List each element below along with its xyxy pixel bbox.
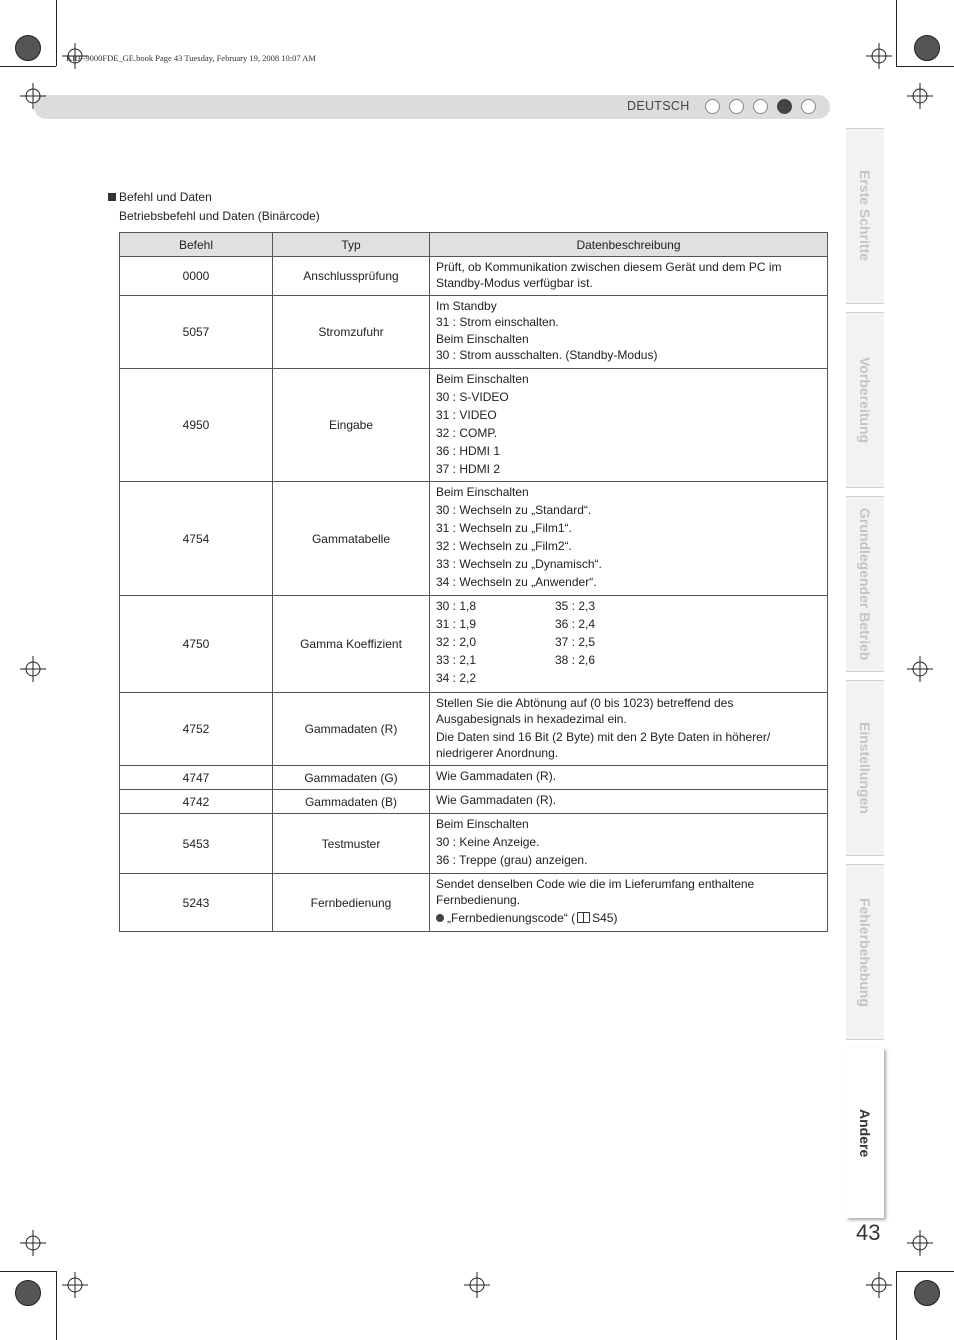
description-line: 34 : Wechseln zu „Anwender“. [436,575,597,589]
data-description [430,790,828,814]
crop-mark [56,1271,57,1340]
gamma-value: 31 : 1,9 [436,617,477,631]
command-code: 4754 [120,482,273,596]
gamma-value: 37 : 2,5 [555,635,596,649]
registration-ball-icon [15,35,41,61]
description-line: 32 : Wechseln zu „Film2“. [436,539,572,553]
gamma-value: 35 : 2,3 [555,599,596,613]
table-row [120,766,828,790]
reference-page-link[interactable]: S45 [592,911,614,925]
data-description [430,874,828,932]
command-code: 0000 [120,257,273,296]
command-code: 5243 [120,874,273,932]
command-type: Fernbedienung [273,874,430,932]
crosshair-icon [907,83,933,109]
description-line: 31 : VIDEO [436,408,497,422]
gamma-pair [436,598,821,614]
registration-ball-icon [914,1280,940,1306]
crosshair-icon [907,1230,933,1256]
table-row [120,369,828,482]
description-line: Sendet denselben Code wie die im Lieferumfang enthaltene [436,877,755,891]
page-number: 43 [856,1220,881,1245]
description-line: 33 : Wechseln zu „Dynamisch“. [436,557,602,571]
bullet-icon [436,914,444,922]
tab-andere[interactable] [846,1048,884,1218]
tab-label: Vorbereitung [857,356,873,444]
tab-label: Erste Schritte [857,170,873,262]
crop-mark [896,66,954,67]
square-bullet-icon [108,193,116,201]
description-line: niedrigerer Anordnung. [436,746,559,760]
crosshair-icon [62,1272,88,1298]
command-code: 4750 [120,596,273,693]
data-description [430,482,828,596]
section-title [108,190,212,204]
crosshair-icon [62,43,88,69]
description-line: Im Standby [436,299,497,313]
data-description [430,296,828,369]
book-icon [577,912,590,923]
command-type: Stromzufuhr [273,296,430,369]
chapter-dot-4 [777,99,792,114]
chapter-dot-1 [705,99,720,114]
command-type: Gamma Koeffizient [273,596,430,693]
tab-label: Einstellungen [857,722,873,814]
gamma-value: 32 : 2,0 [436,635,477,649]
language-label: DEUTSCH [627,99,690,113]
table-row [120,814,828,874]
reference-close: ) [613,911,618,925]
section-subtitle: Betriebsbefehl und Daten (Binärcode) [119,209,320,223]
command-code: 5057 [120,296,273,369]
command-type: Gammadaten (R) [273,693,430,766]
header-datenbeschreibung: Datenbeschreibung [430,233,828,257]
command-code: 4742 [120,790,273,814]
command-code: 4747 [120,766,273,790]
description-line: 37 : HDMI 2 [436,462,501,476]
data-description [430,814,828,874]
table-row [120,693,828,766]
table-header-row [120,233,828,257]
description-line: Die Daten sind 16 Bit (2 Byte) mit den 2 Byte Daten in höherer/ [436,730,771,744]
description-line: 36 : Treppe (grau) anzeigen. [436,853,588,867]
description-line: Standby-Modus verfügbar ist. [436,276,593,290]
chapter-dot-3 [753,99,768,114]
command-type: Gammatabelle [273,482,430,596]
table-row [120,596,828,693]
command-type: Gammadaten (G) [273,766,430,790]
tab-einstellungen[interactable] [846,680,884,856]
tab-label: Andere [857,1108,873,1158]
command-table [119,232,828,932]
crop-mark [0,66,56,67]
gamma-pair [436,670,821,686]
table-row [120,296,828,369]
description-line: 32 : COMP. [436,426,498,440]
tab-grundlegender-betrieb[interactable] [846,496,884,672]
gamma-value: 33 : 2,1 [436,653,477,667]
language-bar [34,95,830,119]
description-line: Beim Einschalten [436,332,529,346]
description-line: Wie Gammadaten (R). [436,793,557,807]
tab-erste-schritte[interactable] [846,128,884,304]
tab-fehlerbehebung[interactable] [846,864,884,1040]
crosshair-icon [866,1272,892,1298]
crop-mark [896,1271,897,1340]
header-typ: Typ [273,233,430,257]
gamma-value: 36 : 2,4 [555,617,596,631]
gamma-pair [436,652,821,668]
crosshair-icon [866,43,892,69]
command-type: Testmuster [273,814,430,874]
gamma-pair [436,634,821,650]
print-header: KRF-9000FDE_GE.book Page 43 Tuesday, February 19, 2008 10:07 AM [66,53,316,63]
reference-text: „Fernbedienungscode“ ( [447,911,576,925]
crop-mark [56,0,57,66]
command-type: Gammadaten (B) [273,790,430,814]
crosshair-icon [20,656,46,682]
description-line: Stellen Sie die Abtönung auf (0 bis 1023) betreffend des [436,696,734,710]
data-description [430,766,828,790]
crosshair-icon [20,83,46,109]
registration-ball-icon [914,35,940,61]
gamma-value: 34 : 2,2 [436,671,477,685]
data-description [430,693,828,766]
gamma-value: 38 : 2,6 [555,653,596,667]
description-line: 31 : Wechseln zu „Film1“. [436,521,572,535]
table-row [120,482,828,596]
command-type: Anschlussprüfung [273,257,430,296]
command-code: 4752 [120,693,273,766]
tab-label: Fehlerbehebung [857,897,873,1007]
description-line: 30 : Wechseln zu „Standard“. [436,503,592,517]
data-description [430,369,828,482]
description-line: 31 : Strom einschalten. [436,315,559,329]
header-befehl: Befehl [120,233,273,257]
description-line: Ausgabesignals in hexadezimal ein. [436,712,627,726]
section-title-text: Befehl und Daten [119,190,212,204]
gamma-value: 30 : 1,8 [436,599,477,613]
table-row [120,874,828,932]
tab-label: Grundlegender Betrieb [857,507,873,661]
crosshair-icon [464,1272,490,1298]
table-row [120,257,828,296]
command-type: Eingabe [273,369,430,482]
registration-ball-icon [15,1280,41,1306]
description-line: Wie Gammadaten (R). [436,769,557,783]
description-line: Prüft, ob Kommunikation zwischen diesem Gerät und dem PC im [436,260,782,274]
chapter-dot-2 [729,99,744,114]
chapter-dot-5 [801,99,816,114]
chapter-tabs [846,68,884,1218]
description-line: Beim Einschalten [436,372,529,386]
gamma-pair [436,616,821,632]
crop-mark [896,1271,954,1272]
description-line: 30 : S-VIDEO [436,390,509,404]
crosshair-icon [907,656,933,682]
description-line: 30 : Keine Anzeige. [436,835,540,849]
description-line: 36 : HDMI 1 [436,444,501,458]
tab-vorbereitung[interactable] [846,312,884,488]
table-row [120,790,828,814]
description-line: Fernbedienung. [436,893,521,907]
data-description [430,257,828,296]
command-code: 4950 [120,369,273,482]
crosshair-icon [20,1230,46,1256]
crop-mark [0,1271,56,1272]
description-line: Beim Einschalten [436,485,529,499]
data-description [430,596,828,693]
description-line: Beim Einschalten [436,817,529,831]
reference-line [436,910,821,926]
description-line: 30 : Strom ausschalten. (Standby-Modus) [436,348,658,362]
crop-mark [896,0,897,66]
command-code: 5453 [120,814,273,874]
